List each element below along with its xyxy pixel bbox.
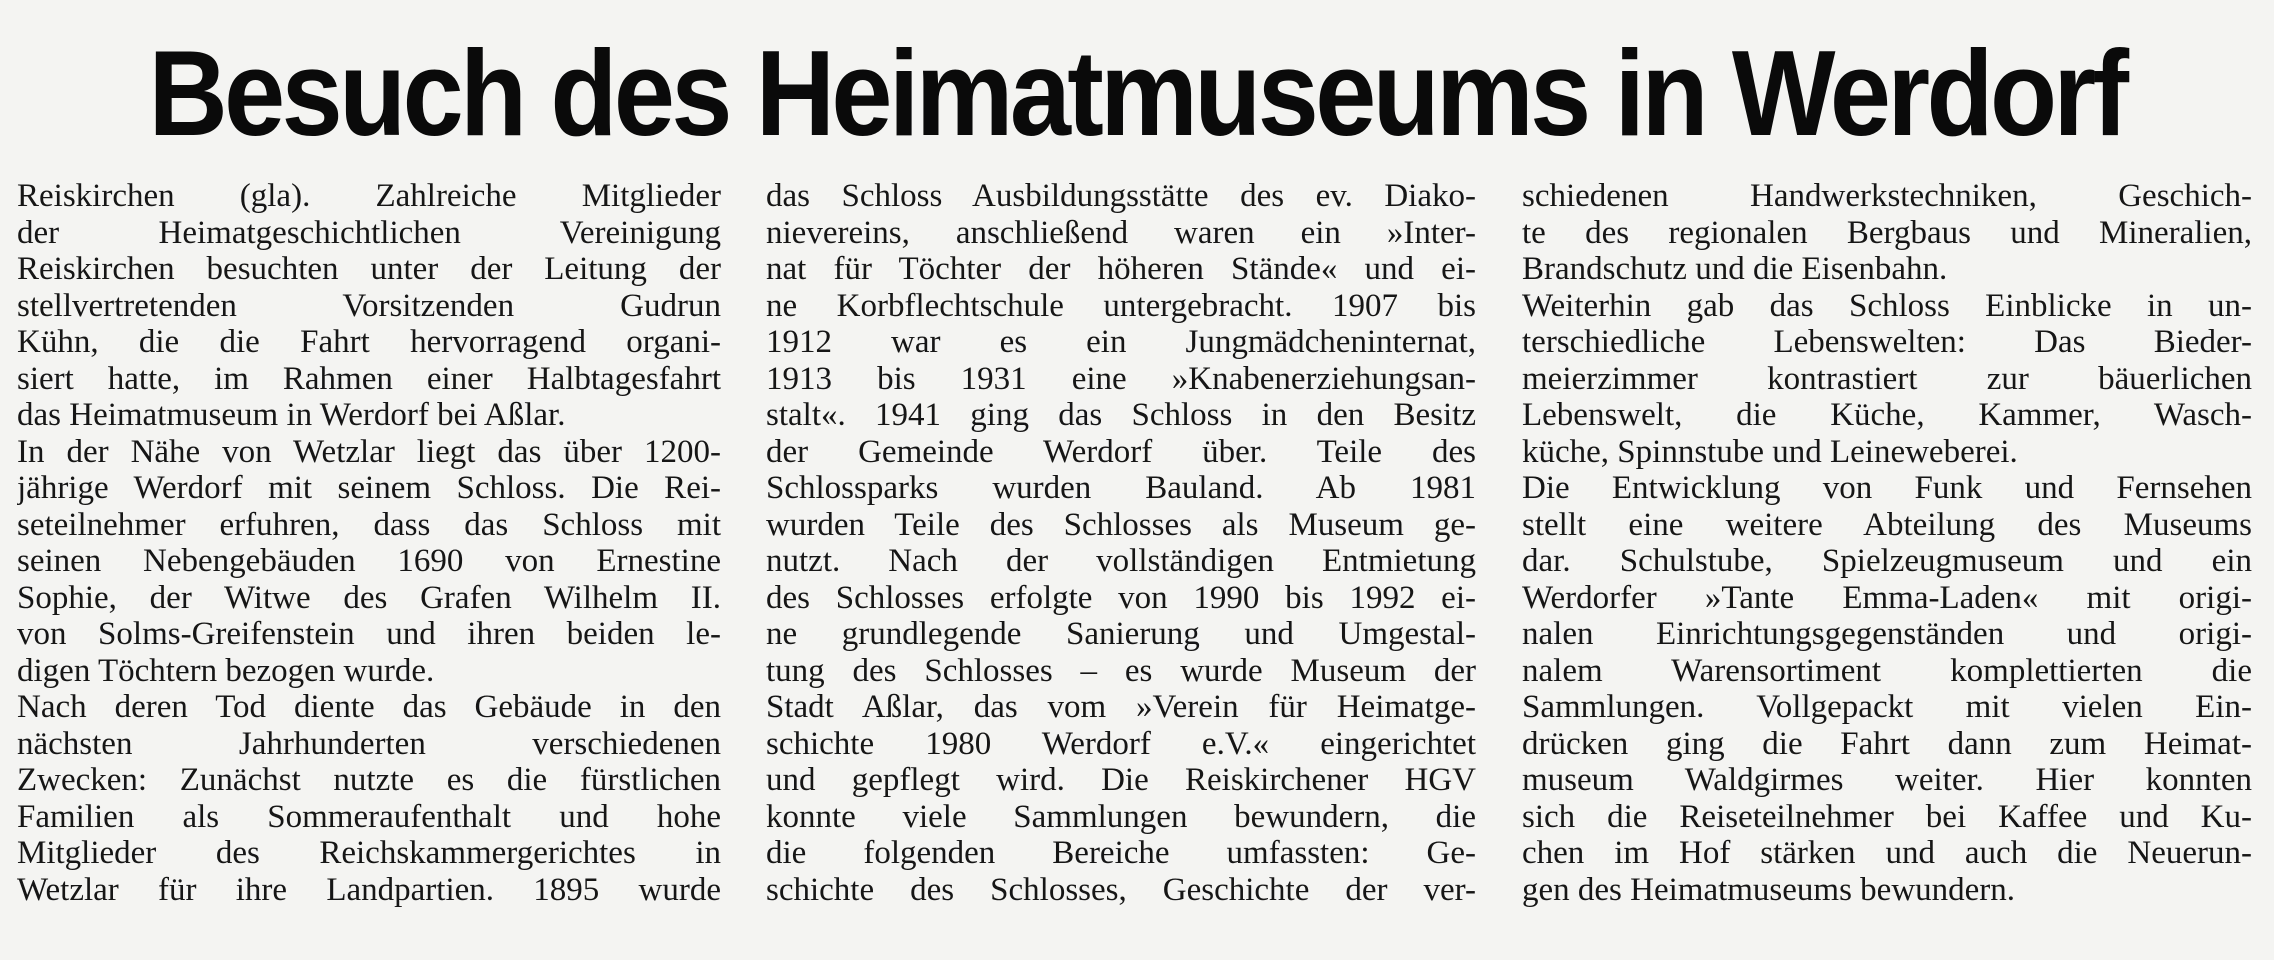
- text-line: In der Nähe von Wetzlar liegt das über 1200-: [17, 433, 721, 470]
- text-line: dar. Schulstube, Spielzeugmuseum und ein: [1522, 543, 2252, 579]
- text-line: schichte 1980 Werdorf e.V.« eingerichtet: [766, 725, 1476, 762]
- text-line: meierzimmer kontrastiert zur bäuerlichen: [1522, 360, 2252, 397]
- text-line: Reiskirchen (gla). Zahlreiche Mitglieder: [17, 178, 721, 214]
- text-line: das Heimatmuseum in Werdorf bei Aßlar.: [17, 397, 566, 433]
- article-body: [0, 178, 2274, 960]
- text-line: nalem Warensortiment komplettierten die: [1522, 652, 2252, 689]
- text-line: 1913 bis 1931 eine »Knabenerziehungsan-: [766, 360, 1476, 397]
- text-line: Brandschutz und die Eisenbahn.: [1522, 251, 1948, 287]
- text-line: nächsten Jahrhunderten verschiedenen: [17, 725, 721, 762]
- text-line: der Gemeinde Werdorf über. Teile des: [766, 433, 1476, 470]
- text-line: drücken ging die Fahrt dann zum Heimat-: [1522, 725, 2252, 762]
- text-line: gen des Heimatmuseums bewundern.: [1522, 871, 2016, 908]
- text-line: die folgenden Bereiche umfassten: Ge-: [766, 835, 1476, 871]
- text-line: stellt eine weitere Abteilung des Museums: [1522, 506, 2252, 543]
- text-line: museum Waldgirmes weiter. Hier konnten: [1522, 762, 2252, 798]
- text-line: Sophie, der Witwe des Grafen Wilhelm II.: [17, 579, 721, 616]
- text-line: Wetzlar für ihre Landpartien. 1895 wurde: [17, 871, 721, 908]
- text-line: te des regionalen Bergbaus und Mineralien,: [1522, 214, 2252, 251]
- text-line: Reiskirchen besuchten unter der Leitung der: [17, 251, 721, 287]
- text-line: stellvertretenden Vorsitzenden Gudrun: [17, 287, 721, 324]
- text-line: Zwecken: Zunächst nutzte es die fürstlichen: [17, 762, 721, 798]
- text-line: chen im Hof stärken und auch die Neuerun-: [1522, 835, 2252, 871]
- text-line: stalt«. 1941 ging das Schloss in den Besitz: [766, 397, 1476, 433]
- text-line: sich die Reiseteilnehmer bei Kaffee und Ku-: [1522, 798, 2252, 835]
- text-line: und gepflegt wird. Die Reiskirchener HGV: [766, 762, 1476, 798]
- text-line: nutzt. Nach der vollständigen Entmietung: [766, 543, 1476, 579]
- text-line: Weiterhin gab das Schloss Einblicke in un-: [1522, 287, 2252, 324]
- text-line: Kühn, die die Fahrt hervorragend organi-: [17, 324, 721, 360]
- text-line: 1912 war es ein Jungmädcheninternat,: [766, 324, 1476, 360]
- text-line: siert hatte, im Rahmen einer Halbtagesfahrt: [17, 360, 721, 397]
- text-line: jährige Werdorf mit seinem Schloss. Die Rei-: [17, 470, 721, 506]
- text-line: digen Töchtern bezogen wurde.: [17, 652, 435, 689]
- text-line: Stadt Aßlar, das vom »Verein für Heimatge-: [766, 689, 1476, 725]
- text-line: Die Entwicklung von Funk und Fernsehen: [1522, 470, 2252, 506]
- text-line: terschiedliche Lebenswelten: Das Bieder-: [1522, 324, 2252, 360]
- text-column-2: [766, 178, 1476, 958]
- text-line: des Schlosses erfolgte von 1990 bis 1992 ei-: [766, 579, 1476, 616]
- text-line: konnte viele Sammlungen bewundern, die: [766, 798, 1476, 835]
- text-line: tung des Schlosses – es wurde Museum der: [766, 652, 1476, 689]
- text-line: Lebenswelt, die Küche, Kammer, Wasch-: [1522, 397, 2252, 433]
- text-line: Sammlungen. Vollgepackt mit vielen Ein-: [1522, 689, 2252, 725]
- text-line: der Heimatgeschichtlichen Vereinigung: [17, 214, 721, 251]
- text-line: Werdorfer »Tante Emma-Laden« mit origi-: [1522, 579, 2252, 616]
- text-line: nalen Einrichtungsgegenständen und origi-: [1522, 616, 2252, 652]
- text-column-1: [17, 178, 721, 958]
- text-line: ne grundlegende Sanierung und Umgestal-: [766, 616, 1476, 652]
- text-line: wurden Teile des Schlosses als Museum ge-: [766, 506, 1476, 543]
- text-line: schiedenen Handwerkstechniken, Geschich-: [1522, 178, 2252, 214]
- text-line: schichte des Schlosses, Geschichte der ver-: [766, 871, 1476, 908]
- text-line: seteilnehmer erfuhren, dass das Schloss mit: [17, 506, 721, 543]
- text-line: ne Korbflechtschule untergebracht. 1907 bis: [766, 287, 1476, 324]
- text-line: Familien als Sommeraufenthalt und hohe: [17, 798, 721, 835]
- text-line: von Solms-Greifenstein und ihren beiden le-: [17, 616, 721, 652]
- text-line: Nach deren Tod diente das Gebäude in den: [17, 689, 721, 725]
- text-line: nat für Töchter der höheren Stände« und ei-: [766, 251, 1476, 287]
- text-line: nievereins, anschließend waren ein »Inter-: [766, 214, 1476, 251]
- text-line: Mitglieder des Reichskammergerichtes in: [17, 835, 721, 871]
- text-column-3: [1522, 178, 2252, 958]
- article-headline: Besuch des Heimatmuseums in Werdorf: [148, 25, 2126, 161]
- text-line: küche, Spinnstube und Leineweberei.: [1522, 433, 2018, 470]
- text-line: seinen Nebengebäuden 1690 von Ernestine: [17, 543, 721, 579]
- text-line: Schlossparks wurden Bauland. Ab 1981: [766, 470, 1476, 506]
- text-line: das Schloss Ausbildungsstätte des ev. Diako-: [766, 178, 1476, 214]
